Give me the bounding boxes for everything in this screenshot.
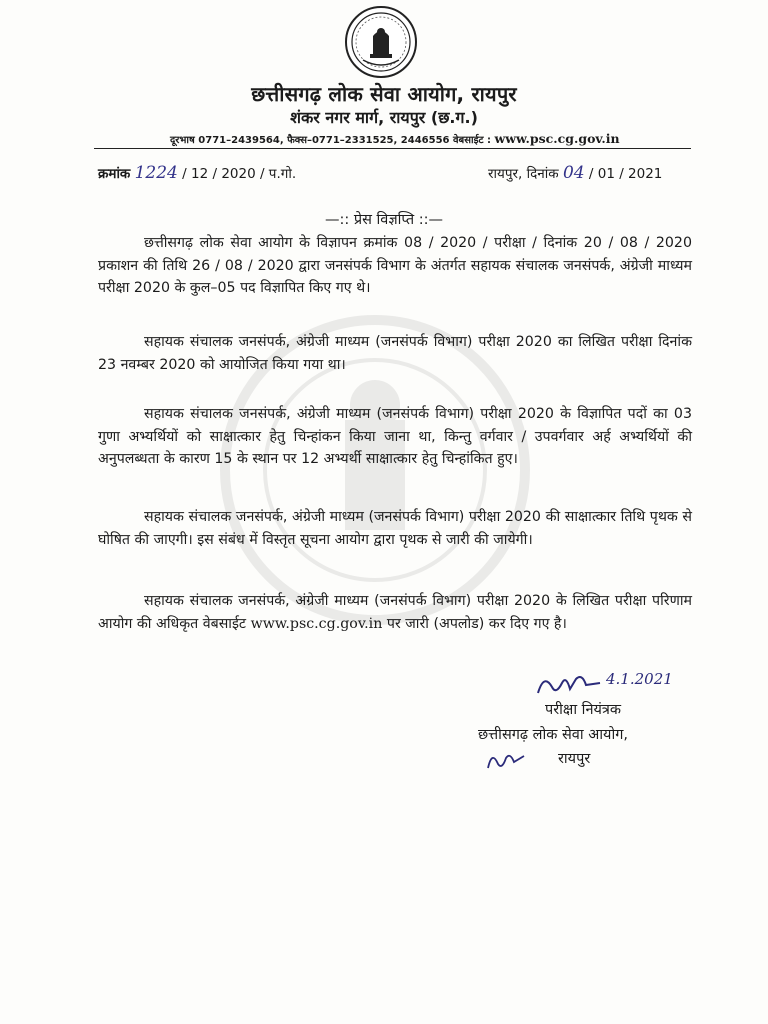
website-text: www.psc.cg.gov.in xyxy=(494,131,620,146)
header-divider xyxy=(94,148,691,149)
paragraph-4 xyxy=(98,506,692,551)
paragraph-text: सहायक संचालक जनसंपर्क, अंग्रेजी माध्यम (जनसंपर्क विभाग) परीक्षा 2020 का लिखित परीक्षा दिनांक 23 नवम्बर 2020 को आयोजित किया गया था। xyxy=(98,334,692,373)
paragraph-2 xyxy=(98,331,692,376)
date-suffix: / 01 / 2021 xyxy=(588,166,663,182)
paragraph-3 xyxy=(98,403,692,471)
paragraph-text-end: पर जारी (अपलोड) कर दिए गए है। xyxy=(386,615,567,632)
date-day-handwritten: 04 xyxy=(562,163,585,183)
press-release-title: —:: प्रेस विज्ञप्ति ::— xyxy=(324,212,444,228)
paragraph-text-start: सहायक संचालक जनसंपर्क, अंग्रेजी माध्यम (जनसंपर्क विभाग) परीक्षा 2020 के लिखित परीक्षा परिणाम आयोग की अधिकृत वेबसाईट xyxy=(98,593,692,632)
contact-details: दूरभाष 0771–2439564, फैक्स–0771–2331525, 2446556 वेबसाईट : xyxy=(170,135,492,146)
paragraph-text: सहायक संचालक जनसंपर्क, अंग्रेजी माध्यम (जनसंपर्क विभाग) परीक्षा 2020 के विज्ञापित पदों का 03 गुणा अभ्यर्थियों को साक्षात्कार हेतु चिन्हांकन किया जाना था, किन्तु वर्गवार / उपवर्गवार अर्ह अभ्यर्थियों की अनुपलब्धता के कारण 15 के स्थान पर 12 अभ्यर्थी साक्षात्कार हेतु चिन्हांकित हुए। xyxy=(98,406,692,468)
reference-suffix: / 12 / 2020 / प.गो. xyxy=(182,166,297,182)
website-link[interactable]: www.psc.cg.gov.in xyxy=(250,615,383,632)
signatory-title: परीक्षा नियंत्रक xyxy=(545,702,622,718)
signatory-organization: छत्तीसगढ़ लोक सेवा आयोग, xyxy=(478,727,628,743)
state-emblem-icon xyxy=(343,4,419,80)
reference-label: क्रमांक xyxy=(98,166,131,182)
contact-line xyxy=(170,131,620,146)
issue-date xyxy=(488,163,662,183)
paragraph-5 xyxy=(98,590,692,635)
signatory-city: रायपुर xyxy=(558,751,591,767)
organization-address: शंकर नगर मार्ग, रायपुर (छ.ग.) xyxy=(290,108,478,127)
date-label: रायपुर, दिनांक xyxy=(488,166,559,182)
paragraph-text: सहायक संचालक जनसंपर्क, अंग्रेजी माध्यम (जनसंपर्क विभाग) परीक्षा 2020 की साक्षात्कार तिथि पृथक से घोषित की जाएगी। इस संबंध में विस्तृत सूचना आयोग द्वारा पृथक से जारी की जायेगी। xyxy=(98,509,692,548)
organization-title: छत्तीसगढ़ लोक सेवा आयोग, रायपुर xyxy=(251,82,517,106)
initials-scribble-icon xyxy=(484,744,530,774)
paragraph-text xyxy=(98,590,692,635)
reference-number xyxy=(98,163,296,183)
signature-date-handwritten: 4.1.2021 xyxy=(606,670,673,688)
paragraph-text: छत्तीसगढ़ लोक सेवा आयोग के विज्ञापन क्रमांक 08 / 2020 / परीक्षा / दिनांक 20 / 08 / 2020 प्रकाशन की तिथि 26 / 08 / 2020 द्वारा जनसंपर्क विभाग के अंतर्गत सहायक संचालक जनसंपर्क, अंग्रेजी माध्यम परीक्षा 2020 के कुल–05 पद विज्ञापित किए गए थे। xyxy=(98,235,692,297)
reference-number-handwritten: 1224 xyxy=(134,163,178,183)
paragraph-1 xyxy=(98,232,692,300)
